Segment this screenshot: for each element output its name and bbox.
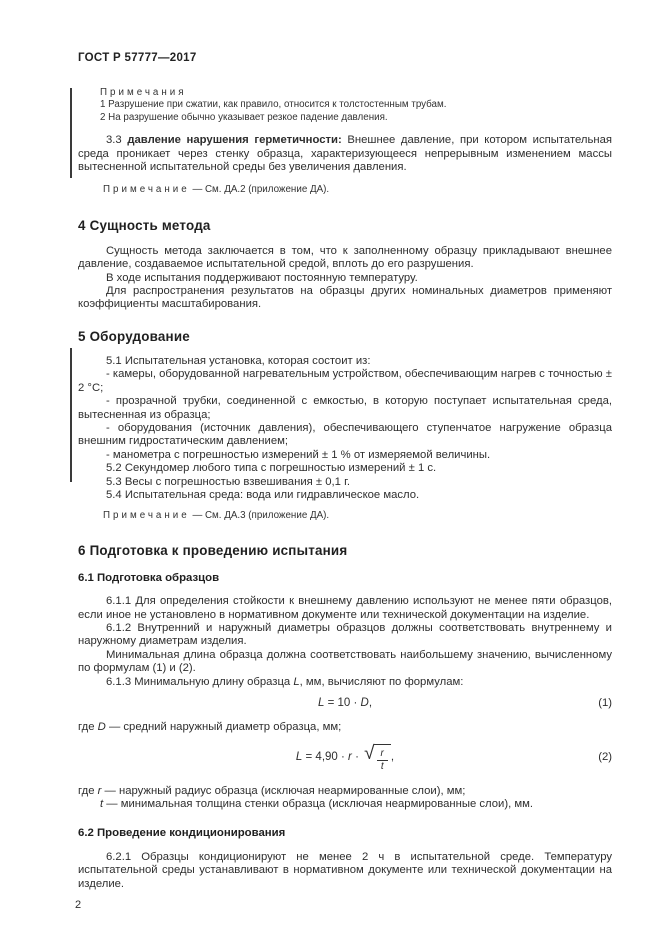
radical-sign: √ — [364, 742, 375, 764]
section-6-1-body — [78, 595, 612, 689]
paragraph: В ходе испытания поддерживают постоянную температуру. — [106, 271, 418, 284]
variable-D: D — [97, 721, 106, 734]
section-5-heading: 5 Оборудование — [78, 328, 190, 344]
paragraph: 5.1 Испытательная установка, которая состоит из: — [106, 354, 371, 367]
section-4-body — [78, 245, 612, 312]
formula-2-number: (2) — [598, 750, 612, 763]
paragraph: 5.4 Испытательная среда: вода или гидравлическое масло. — [106, 489, 420, 502]
clause-number: 3.3 — [106, 134, 128, 147]
section-5-body — [78, 355, 612, 502]
section-6-1-heading: 6.1 Подготовка образцов — [78, 571, 220, 584]
note-da3: Примечание — См. ДА.3 (приложение ДА). — [103, 510, 330, 522]
notes-block — [78, 87, 612, 124]
where-line-t: t — минимальная толщина стенки образца (исключая неармированные слои), мм. — [100, 797, 534, 810]
formula-1-expression: L = 10 · D, — [317, 697, 373, 710]
section-4-heading: 4 Сущность метода — [78, 217, 211, 233]
notes-label: Примечания — [100, 87, 187, 98]
paragraph: Для распространения результатов на образцы других номинальных диаметров применяют коэффициенты масштабирования. — [78, 285, 612, 311]
where-line-r: где r — наружный радиус образца (исключая неармированные слои), мм; — [78, 784, 466, 797]
paragraph: Сущность метода заключается в том, что к заполненному образцу прикладывают внешнее давление, создаваемое испытательной средой, вплоть до его разрушения. — [78, 244, 612, 271]
paragraph: 5.3 Весы с погрешностью взвешивания ± 0,1 г. — [106, 475, 350, 488]
page-number: 2 — [75, 898, 82, 911]
radical — [364, 741, 391, 773]
note-da2: Примечание — См. ДА.2 (приложение ДА). — [103, 184, 330, 196]
fraction-denominator: t — [380, 761, 384, 772]
list-item: - оборудования (источник давления), обеспечивающего ступенчатое нагружение образца внешним гидростатическим давлением; — [78, 422, 612, 448]
paragraph-6-1-3: 6.1.3 Минимальную длину образца L, мм, вычисляют по формулам: — [106, 675, 464, 688]
note-item: 1 Разрушение при сжатии, как правило, относится к толстостенным трубам. — [100, 99, 447, 111]
list-item: - манометра с погрешностью измерений ± 1 % от измеряемой величины. — [106, 448, 491, 461]
paragraph: Минимальная длина образца должна соответствовать наибольшему значению, вычисленному по формулам (1) и (2). — [78, 648, 612, 675]
fraction-numerator: r — [377, 749, 388, 762]
section-6-2-heading: 6.2 Проведение кондиционирования — [78, 827, 286, 840]
paragraph: 6.1.2 Внутренний и наружный диаметры образцов должны соответствовать внутреннему и наружному диаметрам изделия. — [78, 622, 612, 648]
paragraph: 5.2 Секундомер любого типа с погрешностью измерений ± 1 с. — [106, 462, 437, 475]
formula-2 — [78, 741, 612, 773]
list-item: - камеры, оборудованной нагревательным устройством, обеспечивающим нагрев с точностью ± 2 °С; — [78, 368, 612, 394]
list-item: - прозрачной трубки, соединенной с емкостью, в которую поступает испытательная среда, вытесненная из образца; — [78, 395, 612, 421]
note-item: 2 На разрушение обычно указывает резкое падение давления. — [100, 111, 388, 123]
formula-1-number: (1) — [598, 697, 612, 710]
section-6-heading: 6 Подготовка к проведению испытания — [78, 542, 348, 558]
where-clause-D: где D — средний наружный диаметр образца, мм; — [78, 721, 342, 734]
change-bar — [70, 88, 72, 178]
paragraph-6-2-1: 6.2.1 Образцы кондиционируют не менее 2 ч в испытательной среде. Температуру испытательной среды устанавливают в нормативном документе или технической документации на изделие. — [78, 850, 612, 890]
variable-L: L — [293, 675, 300, 688]
term-name: давление нарушения герметичности: — [127, 134, 342, 147]
paragraph: 6.1.1 Для определения стойкости к внешнему давлению используют не менее пяти образцов, если иное не установлено в нормативном документе или технической документации на изделие. — [78, 595, 612, 621]
formula-1 — [78, 697, 612, 709]
variable-r: r — [97, 784, 102, 797]
document-header: ГОСТ Р 57777—2017 — [78, 52, 197, 64]
where-clause-r-t — [78, 785, 612, 812]
variable-t: t — [100, 797, 104, 810]
formula-2-expression: L = 4,90 · r · √ $\frac{r}{t}$ , — [295, 742, 395, 772]
change-bar — [70, 348, 72, 482]
term-definition-text: Внешнее давление, при котором испытательная среда проникает через стенку образца, характеризующееся непрерывным изменением массы вытесненной испытательной среды без увеличения давления. — [78, 134, 613, 174]
term-definition-3-3 — [78, 134, 612, 174]
